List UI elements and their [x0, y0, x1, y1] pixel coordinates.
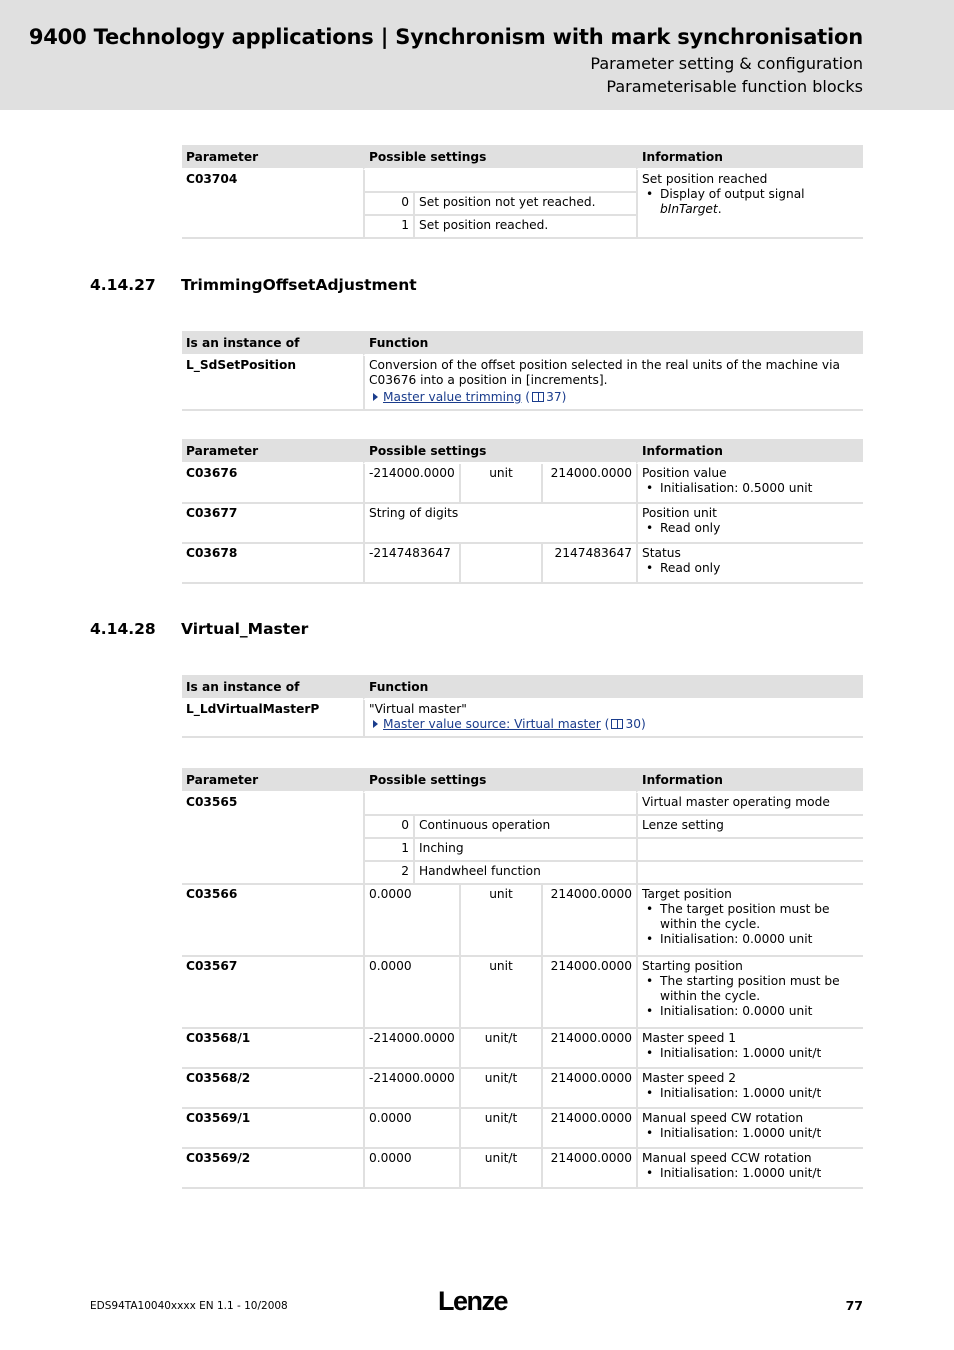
param-code: C03567	[182, 957, 363, 1029]
info-cell	[636, 1069, 863, 1109]
section-number: 4.14.27	[90, 276, 156, 294]
table-row	[182, 957, 863, 1029]
param-code: C03678	[182, 544, 363, 584]
col-header-information: Information	[636, 145, 863, 170]
signal-name: bInTarget	[660, 202, 718, 216]
col-header-information: Information	[636, 439, 863, 464]
info-bullets	[642, 1166, 859, 1181]
col-header-parameter: Parameter	[182, 145, 363, 170]
instance-table-trimming	[182, 331, 863, 411]
bullet-end: .	[717, 202, 722, 216]
link-page[interactable]: 30	[625, 717, 641, 731]
param-code: C03677	[182, 504, 363, 544]
function-cell	[363, 700, 863, 738]
max-value: 2147483647	[541, 544, 636, 584]
option-info: Lenze setting	[636, 816, 863, 839]
info-cell	[636, 544, 863, 584]
info-bullet: • Initialisation: 0.0000 unit	[642, 1004, 859, 1019]
min-value: 0.0000	[363, 957, 459, 1029]
max-value: 214000.0000	[541, 957, 636, 1029]
info-bullets	[642, 521, 859, 536]
instance-name: L_SdSetPosition	[182, 356, 363, 411]
min-value: -2147483647	[363, 544, 459, 584]
option-text: Inching	[413, 839, 636, 862]
max-value: 214000.0000	[541, 1109, 636, 1149]
param-code: C03566	[182, 885, 363, 957]
col-header-function: Function	[363, 331, 863, 356]
setting-text: String of digits	[363, 504, 636, 544]
function-line-2: C03676 into a position in [increments].	[369, 373, 608, 387]
unit: unit/t	[459, 1109, 541, 1149]
info-bullet: • Read only	[642, 521, 859, 536]
info-bullets	[642, 902, 859, 947]
section-title: TrimmingOffsetAdjustment	[181, 276, 417, 294]
info-cell	[636, 170, 863, 239]
info-bullet: • Initialisation: 1.0000 unit/t	[642, 1126, 859, 1141]
table-row	[182, 544, 863, 584]
table-row	[182, 1149, 863, 1189]
info-title: Position value	[642, 466, 727, 480]
section-heading-trimming	[90, 276, 417, 294]
info-title: Manual speed CCW rotation	[642, 1151, 812, 1165]
info-title: Virtual master operating mode	[636, 793, 863, 816]
max-value: 214000.0000	[541, 885, 636, 957]
cross-reference: Master value source: Virtual master ( 30)	[369, 717, 859, 732]
option-value: 1	[363, 216, 413, 239]
option-value: 2	[363, 862, 413, 885]
table-row	[182, 464, 863, 504]
document-id: EDS94TA10040xxxx EN 1.1 - 10/2008	[90, 1300, 288, 1312]
header-subtitle-1: Parameter setting & configuration	[590, 54, 863, 73]
header-title: 9400 Technology applications | Synchronism with mark synchronisation	[28, 25, 863, 49]
info-bullet: • The starting position must be within the cycle.	[642, 974, 859, 1004]
table-row	[182, 1069, 863, 1109]
option-text: Handwheel function	[413, 862, 636, 885]
link-page[interactable]: 37	[546, 390, 562, 404]
option-text: Continuous operation	[413, 816, 636, 839]
max-value: 214000.0000	[541, 1149, 636, 1189]
col-header-instance: Is an instance of	[182, 675, 363, 700]
info-bullets	[642, 1126, 859, 1141]
info-bullets	[642, 561, 859, 576]
info-title: Status	[642, 546, 681, 560]
info-cell	[636, 1109, 863, 1149]
info-bullet: • Read only	[642, 561, 859, 576]
info-bullet	[642, 187, 859, 217]
lenze-logo: Lenze	[438, 1286, 508, 1316]
info-title: Starting position	[642, 959, 743, 973]
params-table-virtual-master	[182, 768, 863, 1189]
option-text: Set position reached.	[413, 216, 636, 239]
settings-blank	[363, 170, 636, 193]
col-header-information: Information	[636, 768, 863, 793]
param-code: C03676	[182, 464, 363, 504]
table-c03704	[182, 145, 863, 239]
info-bullet: • Initialisation: 0.0000 unit	[642, 932, 859, 947]
unit: unit	[459, 885, 541, 957]
col-header-parameter: Parameter	[182, 439, 363, 464]
max-value: 214000.0000	[541, 1029, 636, 1069]
param-code: C03569/2	[182, 1149, 363, 1189]
info-bullet: • Initialisation: 1.0000 unit/t	[642, 1086, 859, 1101]
table-row	[182, 885, 863, 957]
info-title: Master speed 1	[642, 1031, 736, 1045]
table-row	[182, 1029, 863, 1069]
option-value: 0	[363, 193, 413, 216]
col-header-function: Function	[363, 675, 863, 700]
unit: unit/t	[459, 1069, 541, 1109]
param-code: C03704	[182, 170, 363, 239]
option-text: Set position not yet reached.	[413, 193, 636, 216]
col-header-possible-settings: Possible settings	[363, 768, 636, 793]
section-number: 4.14.28	[90, 620, 156, 638]
info-bullets	[642, 1046, 859, 1061]
min-value: 0.0000	[363, 885, 459, 957]
unit: unit/t	[459, 1029, 541, 1069]
option-value: 0	[363, 816, 413, 839]
function-line-1: Conversion of the offset position selected in the real units of the machine via	[369, 358, 840, 372]
col-header-possible-settings: Possible settings	[363, 145, 636, 170]
unit: unit	[459, 464, 541, 504]
col-header-possible-settings: Possible settings	[363, 439, 636, 464]
col-header-parameter: Parameter	[182, 768, 363, 793]
link-master-value-trimming[interactable]: Master value trimming	[383, 390, 522, 404]
col-header-instance: Is an instance of	[182, 331, 363, 356]
unit: unit/t	[459, 1149, 541, 1189]
info-cell	[636, 464, 863, 504]
info-title: Manual speed CW rotation	[642, 1111, 804, 1125]
option-value: 1	[363, 839, 413, 862]
info-cell	[636, 504, 863, 544]
settings-blank	[363, 793, 636, 816]
function-cell	[363, 356, 863, 411]
info-bullets	[642, 481, 859, 496]
min-value: 0.0000	[363, 1109, 459, 1149]
arrow-right-icon	[373, 393, 378, 401]
info-cell	[636, 1029, 863, 1069]
info-title: Set position reached	[642, 172, 768, 186]
info-title: Master speed 2	[642, 1071, 736, 1085]
header-subtitle-2: Parameterisable function blocks	[606, 77, 863, 96]
max-value: 214000.0000	[541, 464, 636, 504]
info-bullet: • Initialisation: 1.0000 unit/t	[642, 1046, 859, 1061]
min-value: -214000.0000	[363, 1029, 459, 1069]
param-code: C03568/2	[182, 1069, 363, 1109]
option-info	[636, 862, 863, 885]
info-bullet: • Initialisation: 0.5000 unit	[642, 481, 859, 496]
table-row	[182, 1109, 863, 1149]
section-heading-virtual-master	[90, 620, 308, 638]
info-cell	[636, 885, 863, 957]
info-bullets	[642, 974, 859, 1019]
min-value: -214000.0000	[363, 464, 459, 504]
info-bullets	[642, 1086, 859, 1101]
arrow-right-icon	[373, 720, 378, 728]
link-virtual-master[interactable]: Master value source: Virtual master	[383, 717, 601, 731]
bullet-text: Display of output signal	[660, 187, 805, 201]
unit: unit	[459, 957, 541, 1029]
table-row	[182, 504, 863, 544]
info-bullet: • Initialisation: 1.0000 unit/t	[642, 1166, 859, 1181]
info-cell	[636, 1149, 863, 1189]
param-code: C03568/1	[182, 1029, 363, 1069]
instance-name: L_LdVirtualMasterP	[182, 700, 363, 738]
max-value: 214000.0000	[541, 1069, 636, 1109]
book-icon	[532, 392, 544, 402]
info-bullets	[642, 187, 859, 217]
instance-table-virtual-master	[182, 675, 863, 738]
info-title: Target position	[642, 887, 732, 901]
info-bullet: • The target position must be within the cycle.	[642, 902, 859, 932]
info-title: Position unit	[642, 506, 717, 520]
unit	[459, 544, 541, 584]
param-code: C03569/1	[182, 1109, 363, 1149]
info-cell	[636, 957, 863, 1029]
page-number: 77	[845, 1298, 863, 1313]
page-header	[0, 0, 954, 110]
cross-reference: Master value trimming ( 37)	[369, 390, 859, 405]
min-value: -214000.0000	[363, 1069, 459, 1109]
params-table-trimming	[182, 439, 863, 584]
min-value: 0.0000	[363, 1149, 459, 1189]
function-line-1: "Virtual master"	[369, 702, 467, 716]
option-info	[636, 839, 863, 862]
section-title: Virtual_Master	[181, 620, 309, 638]
param-code: C03565	[182, 793, 363, 885]
book-icon	[611, 719, 623, 729]
